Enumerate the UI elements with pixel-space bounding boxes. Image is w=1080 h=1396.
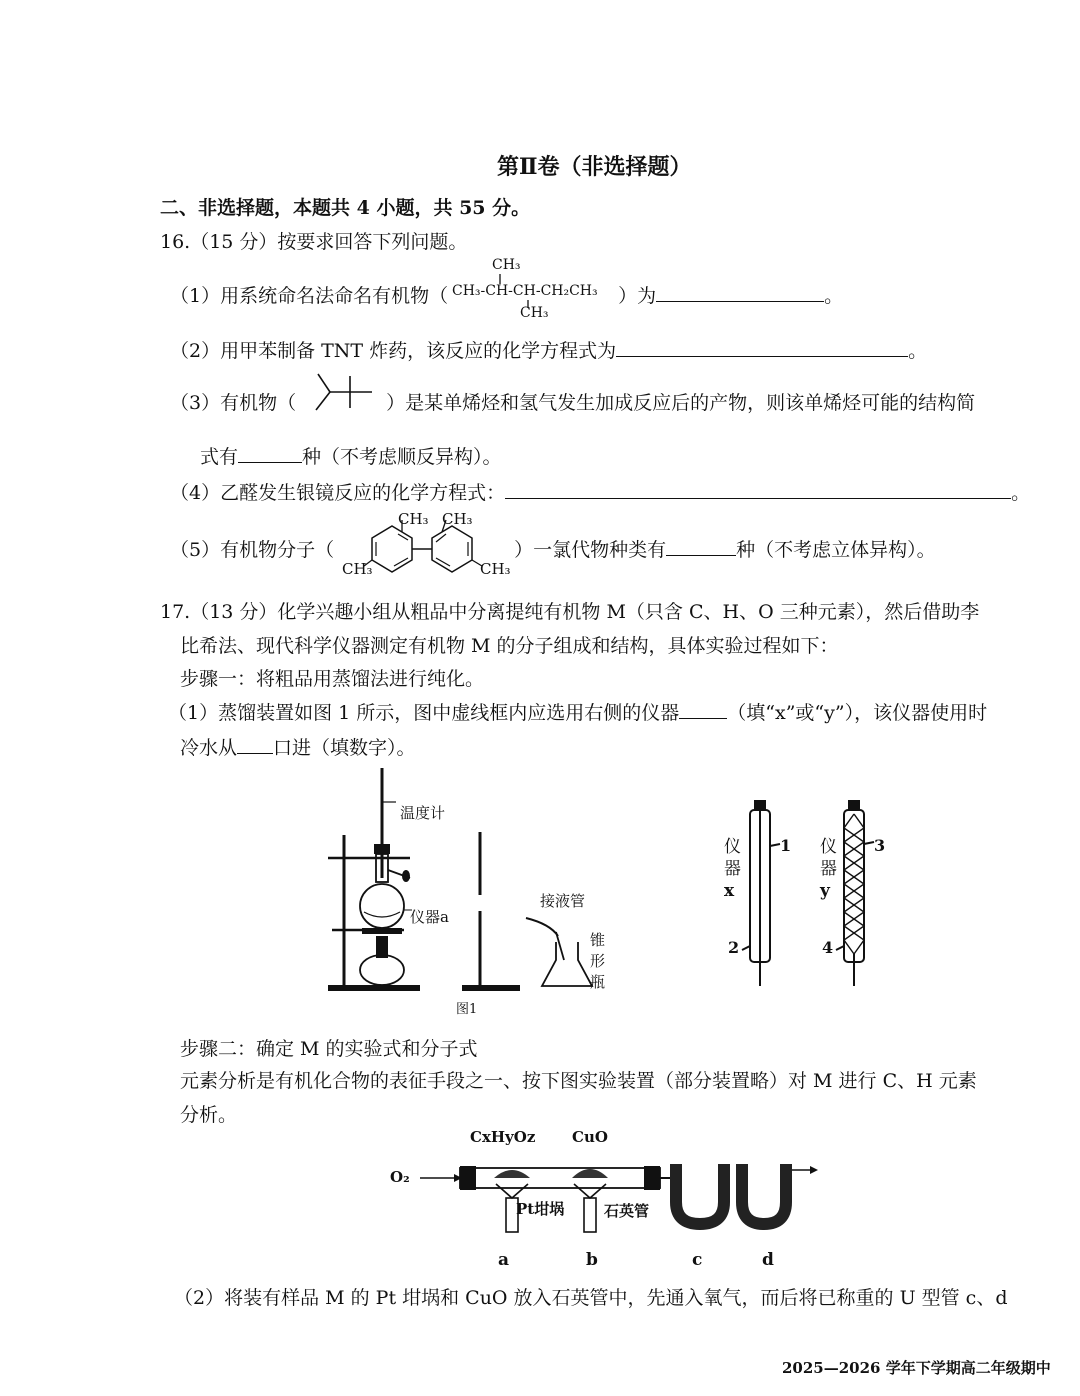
formula-bonds [450, 270, 630, 310]
cuo-label: CuO [572, 1128, 608, 1146]
page-footer: 2025—2026 学年下学期高二年级期中 [782, 1359, 1051, 1377]
instrument-x-label: 仪 器 x [724, 837, 741, 901]
q16-part3-line2: 式有 种（不考虑顺反异构）。 [200, 446, 502, 468]
formula-main-chain: CH₃-CH-CH-CH₂CH₃ [452, 283, 598, 299]
methyl-label: CH₃ [442, 510, 473, 528]
port-label-2: 2 [728, 938, 740, 957]
q16-part4: （4）乙醛发生银镜反应的化学方程式： 。 [170, 482, 1031, 504]
methyl-label: CH₃ [398, 510, 429, 528]
q17-part1: （1）蒸馏装置如图 1 所示，图中虚线框内应选用右侧的仪器 （填“x”或“y”），该仪器使用时 [168, 702, 988, 724]
methyl-label: CH₃ [480, 560, 511, 578]
conical-flask-label: 锥 形 瓶 [590, 931, 606, 991]
skeletal-formula-q16-3 [300, 368, 385, 418]
q17-part2: （2）将装有样品 M 的 Pt 坩埚和 CuO 放入石英管中，先通入氧气，而后将已称重的 U 型管 c、d [174, 1287, 1008, 1309]
port-label-1: 1 [780, 836, 792, 855]
q16-header: 16.（15 分）按要求回答下列问题。 [160, 231, 468, 253]
q16-part1-suffix: ）为 [618, 285, 657, 307]
answer-blank [616, 338, 908, 357]
oxygen-label: O₂ [390, 1168, 410, 1186]
instrument-y-label: 仪 器 y [820, 837, 837, 901]
sample-label: CxHyOz [470, 1128, 536, 1146]
section-title: 第Ⅱ卷（非选择题） [497, 154, 692, 180]
methyl-label: CH₃ [342, 560, 373, 578]
position-label-a: a [498, 1250, 510, 1270]
q16-part5: （5）有机物分子（ ）一氯代物种类有 种（不考虑立体异构）。 [170, 539, 936, 561]
formula-bottom-methyl: CH₃ [520, 305, 549, 321]
answer-blank [666, 537, 736, 556]
thermometer-label: 温度计 [400, 804, 446, 822]
position-label-b: b [586, 1250, 598, 1270]
answer-blank [238, 444, 302, 463]
q17-line2: 比希法、现代科学仪器测定有机物 M 的分子组成和结构，具体实验过程如下： [180, 635, 839, 657]
q17-analysis-line1: 元素分析是有机化合物的表征手段之一、按下图实验装置（部分装置略）对 M 进行 C、H 元素 [180, 1070, 977, 1092]
q17-step1: 步骤一：将粗品用蒸馏法进行纯化。 [180, 668, 485, 690]
q16-part1: （1）用系统命名法命名有机物（ ）为 。 [170, 285, 844, 307]
q17-analysis-line2: 分析。 [180, 1104, 238, 1126]
port-label-4: 4 [822, 938, 834, 957]
instrument-a-label: 仪器a [410, 908, 449, 926]
answer-blank [237, 735, 273, 754]
quartz-tube-label: 石英管 [604, 1202, 650, 1220]
q17-part1-line2: 冷水从 口进（填数字）。 [180, 737, 416, 759]
port-label-3: 3 [874, 836, 886, 855]
figure1-caption: 图1 [456, 1002, 478, 1017]
formula-top-methyl: CH₃ [492, 257, 521, 273]
q17-step2: 步骤二：确定 M 的实验式和分子式 [180, 1038, 478, 1060]
condensers-figure [740, 796, 880, 991]
receiver-label: 接液管 [540, 892, 586, 910]
answer-blank [505, 480, 1011, 499]
position-label-d: d [762, 1250, 774, 1270]
q16-part1-prefix: （1）用系统命名法命名有机物（ [170, 285, 449, 307]
answer-blank [656, 283, 824, 302]
q16-part3: （3）有机物（ ）是某单烯烃和氢气发生加成反应后的产物，则该单烯烃可能的结构简 [170, 392, 976, 414]
q17-line1: 17.（13 分）化学兴趣小组从粗品中分离提纯有机物 M（只含 C、H、O 三种元素），然后借助李 [160, 601, 980, 623]
position-label-c: c [692, 1250, 703, 1270]
q16-part2: （2）用甲苯制备 TNT 炸药，该反应的化学方程式为 。 [170, 340, 928, 362]
answer-blank [679, 700, 727, 719]
pt-crucible-label: Pt坩埚 [516, 1200, 565, 1218]
section-intro: 二、非选择题，本题共 4 小题，共 55 分。 [160, 197, 531, 219]
